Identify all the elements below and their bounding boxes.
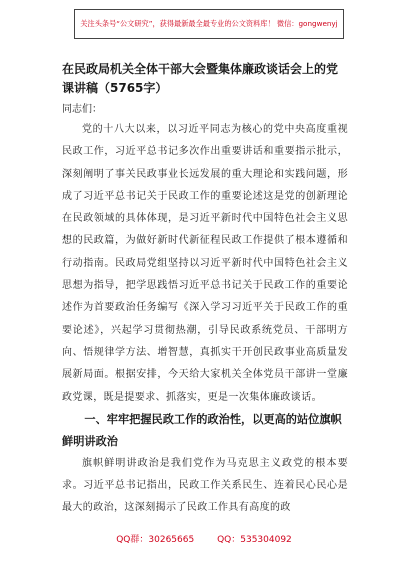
document-title: 在民政局机关全体干部大会暨集体廉政谈话会上的党课讲稿（5765字）	[62, 62, 339, 95]
paragraph: 党的十八大以来，以习近平同志为核心的党中央高度重视民政工作，习近平总书记多次作出重要讲话和重要指示批示，深刻阐明了事关民政事业长远发展的重大理论和实践问题，形成了习近平总书记关于民政工作的重要论述这是党的创新理论在民政领域的具体体现，是习近平新时代中国特色社会主义思想的民政篇，为做好新时代新征程民政工作提供了根本遵循和行动指南。民政局党组坚持以习近平新时代中国特色社会主义思想为指导，把学思践悟习近平总书记关于民政工作的重要论述作为首要政治任务编写《深入学习习近平关于民政工作的重要论述》，兴起学习贯彻热潮，引导民政系统党员、干部明方向、悟规律学方法、增智慧，真抓实干开创民政事业高质量发展新局面。根据安排，今天给大家机关全体党员干部讲一堂廉政党课，既是提要求、抓落实，更是一次集体廉政谈话。	[62, 124, 348, 403]
paragraph: 旗帜鲜明讲政治是我们党作为马克思主义政党的根本要求。习近平总书记指出，民政工作关系民生、连着民心民心是最大的政治，这深刻揭示了民政工作具有高度的政	[62, 457, 348, 514]
document-body	[62, 60, 348, 520]
promo-banner-text: 关注头条号“公文研究”，获得最新最全最专业的公文资料库！ 微信：gongwenyj	[80, 19, 338, 28]
footer-qq: QQ：535304092	[217, 535, 292, 545]
promo-banner	[74, 9, 344, 39]
salutation: 同志们：	[62, 104, 102, 115]
footer-qq-group: QQ群：30265665	[116, 535, 195, 545]
footer-contact	[0, 532, 408, 545]
section-heading: 一、牢牢把握民政工作的政治性，以更高的站位旗帜鲜明讲政治	[62, 412, 342, 448]
